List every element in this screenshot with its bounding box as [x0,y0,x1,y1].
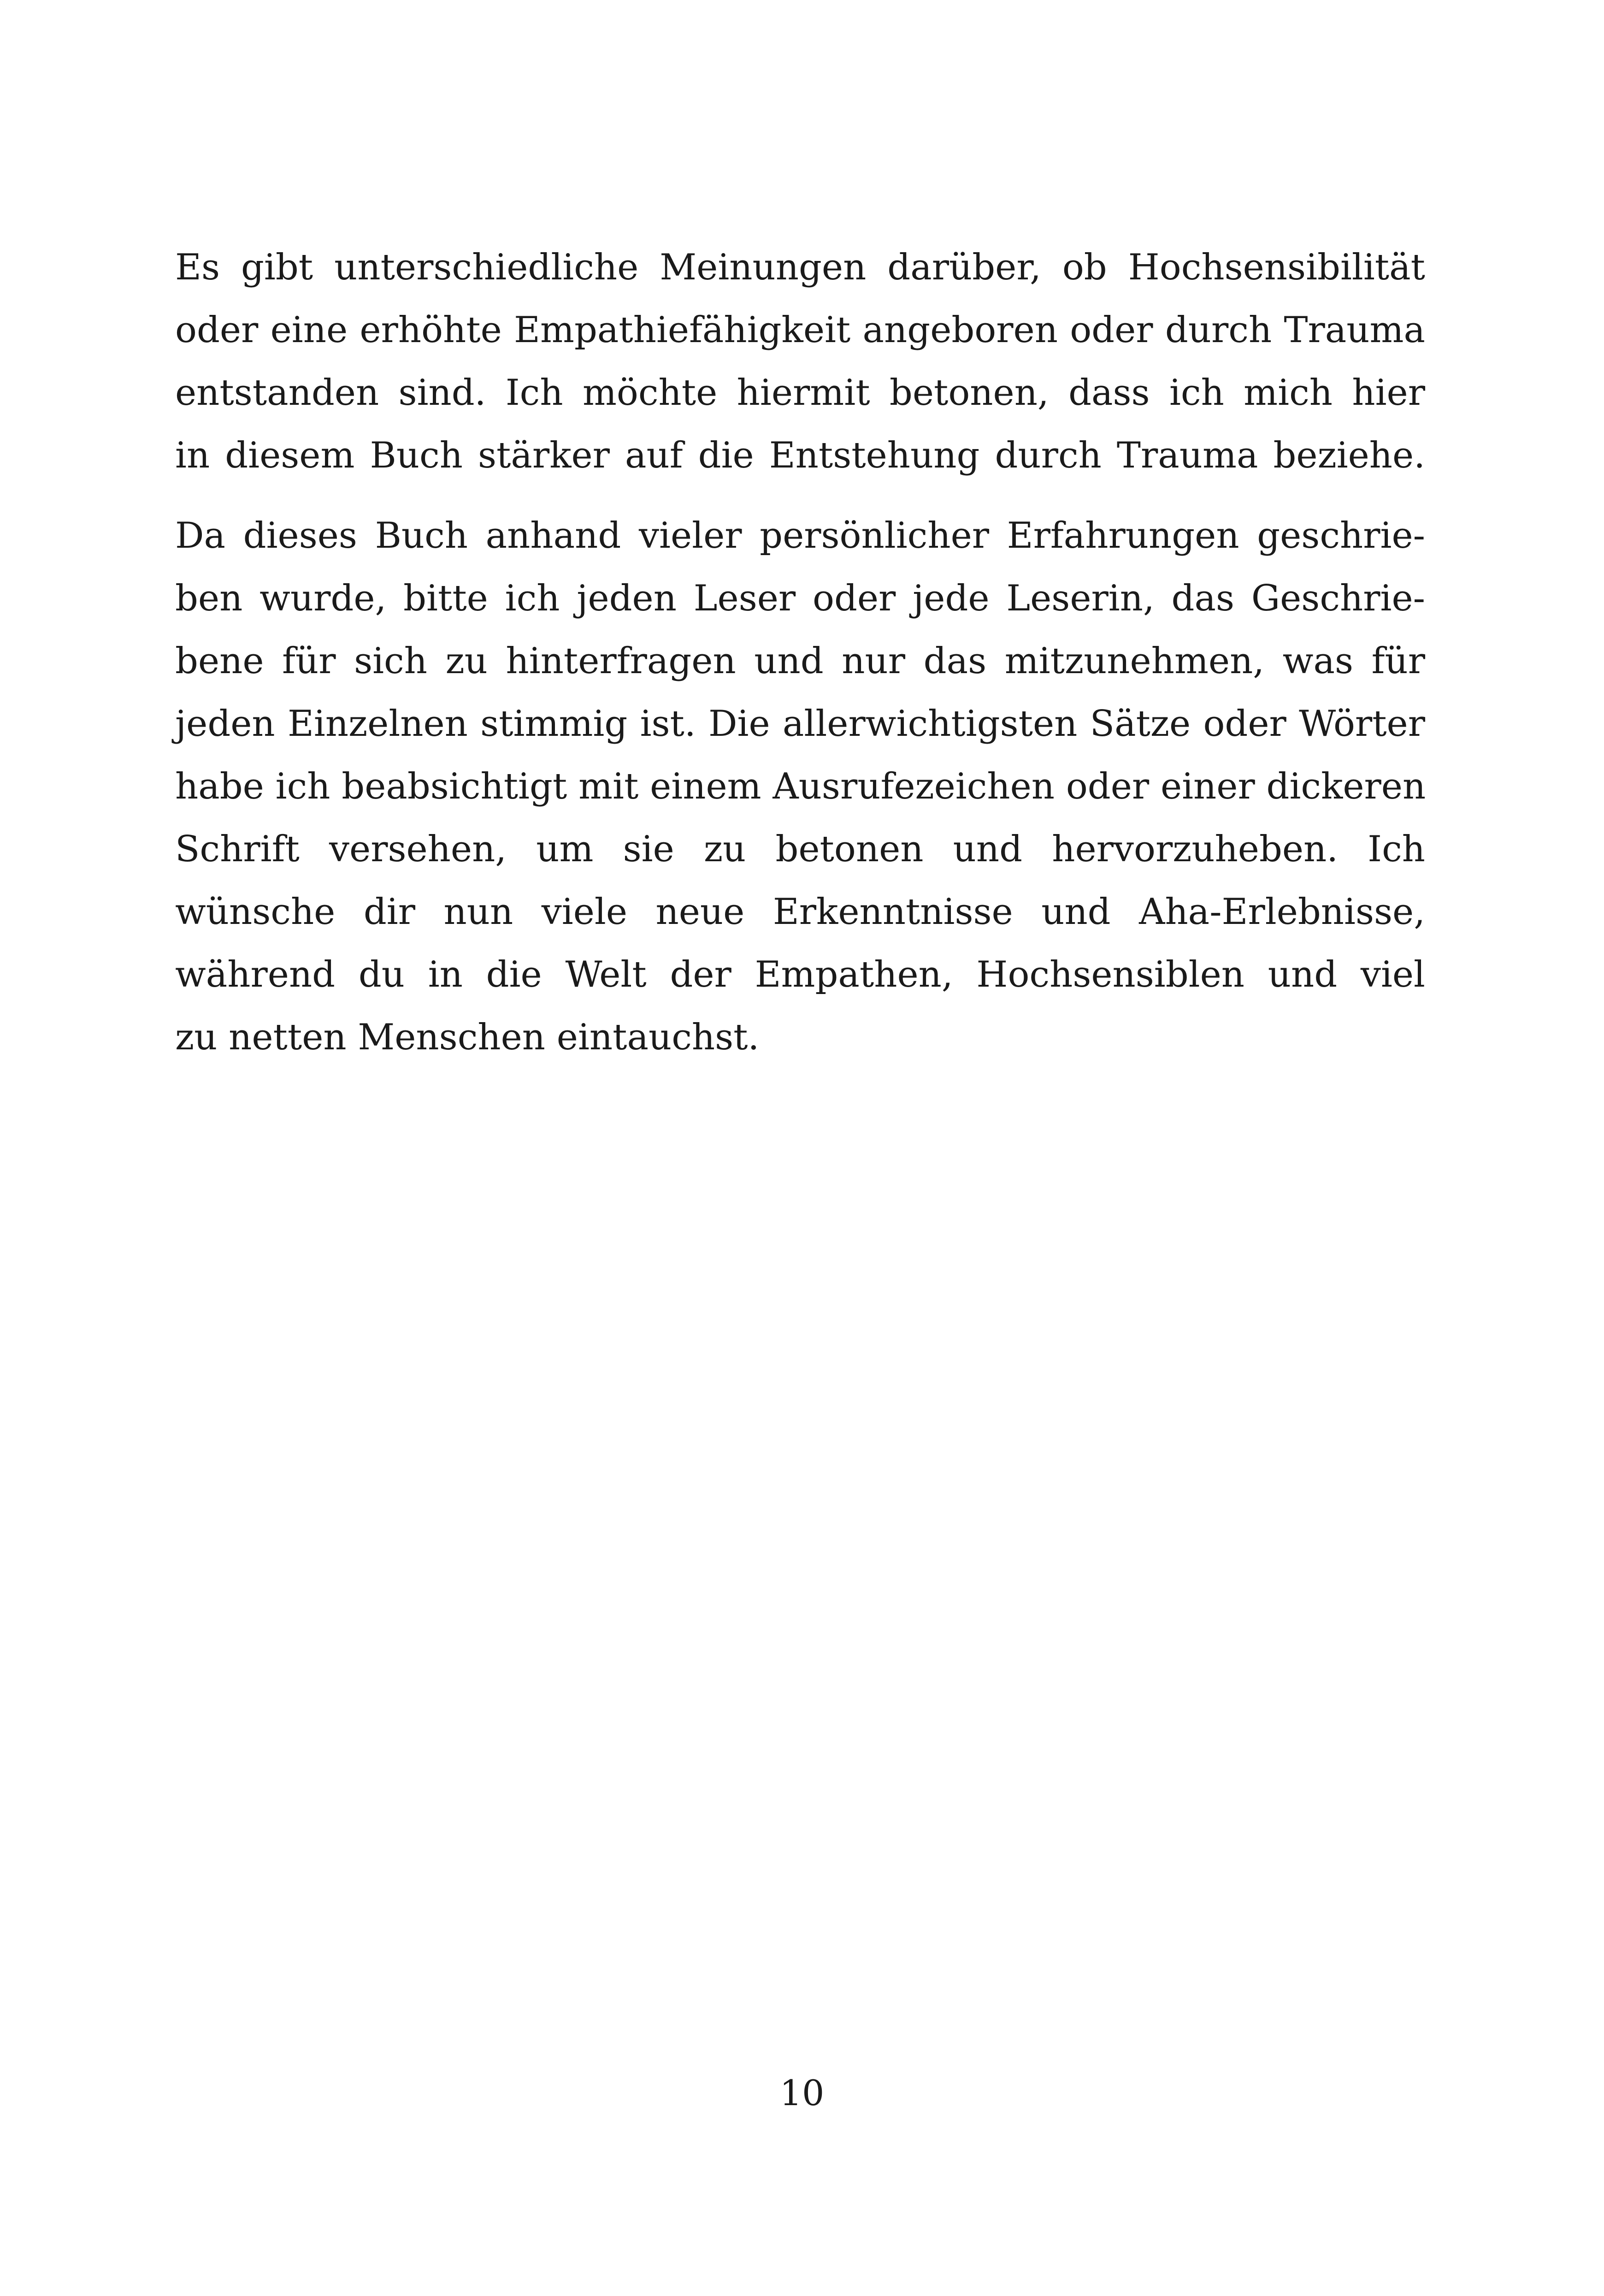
text-line: wünsche dir nun viele neue Erkenntnisse und Aha-Erlebnisse, [175,891,1425,933]
text-line: Schrift versehen, um sie zu betonen und hervorzuheben. Ich [175,828,1425,870]
text-line: Da dieses Buch anhand vieler persönlicher Erfahrungen geschrie- [175,515,1425,556]
text-line: habe ich beabsichtigt mit einem Ausrufezeichen oder einer dickeren [175,766,1426,807]
text-line: oder eine erhöhte Empathiefähigkeit angeboren oder durch Trauma [175,309,1425,351]
text-line: ben wurde, bitte ich jeden Leser oder jede Leserin, das Geschrie- [175,578,1425,619]
body-text [175,236,1425,1069]
text-line: während du in die Welt der Empathen, Hochsensiblen und viel [175,954,1425,995]
paragraph-2 [175,504,1425,1069]
text-line: entstanden sind. Ich möchte hiermit betonen, dass ich mich hier [175,372,1425,414]
text-line: jeden Einzelnen stimmig ist. Die allerwichtigsten Sätze oder Wörter [175,703,1425,745]
paragraph-spacing [175,487,1425,504]
page-number: 10 [779,2072,825,2113]
paragraph-1 [175,236,1425,487]
text-line: zu netten Menschen eintauchst. [175,1017,760,1058]
text-line: in diesem Buch stärker auf die Entstehung durch Trauma beziehe. [175,435,1425,476]
text-line: bene für sich zu hinterfragen und nur das mitzunehmen, was für [175,640,1425,682]
text-line: Es gibt unterschiedliche Meinungen darüber, ob Hochsensibilität [175,247,1425,288]
